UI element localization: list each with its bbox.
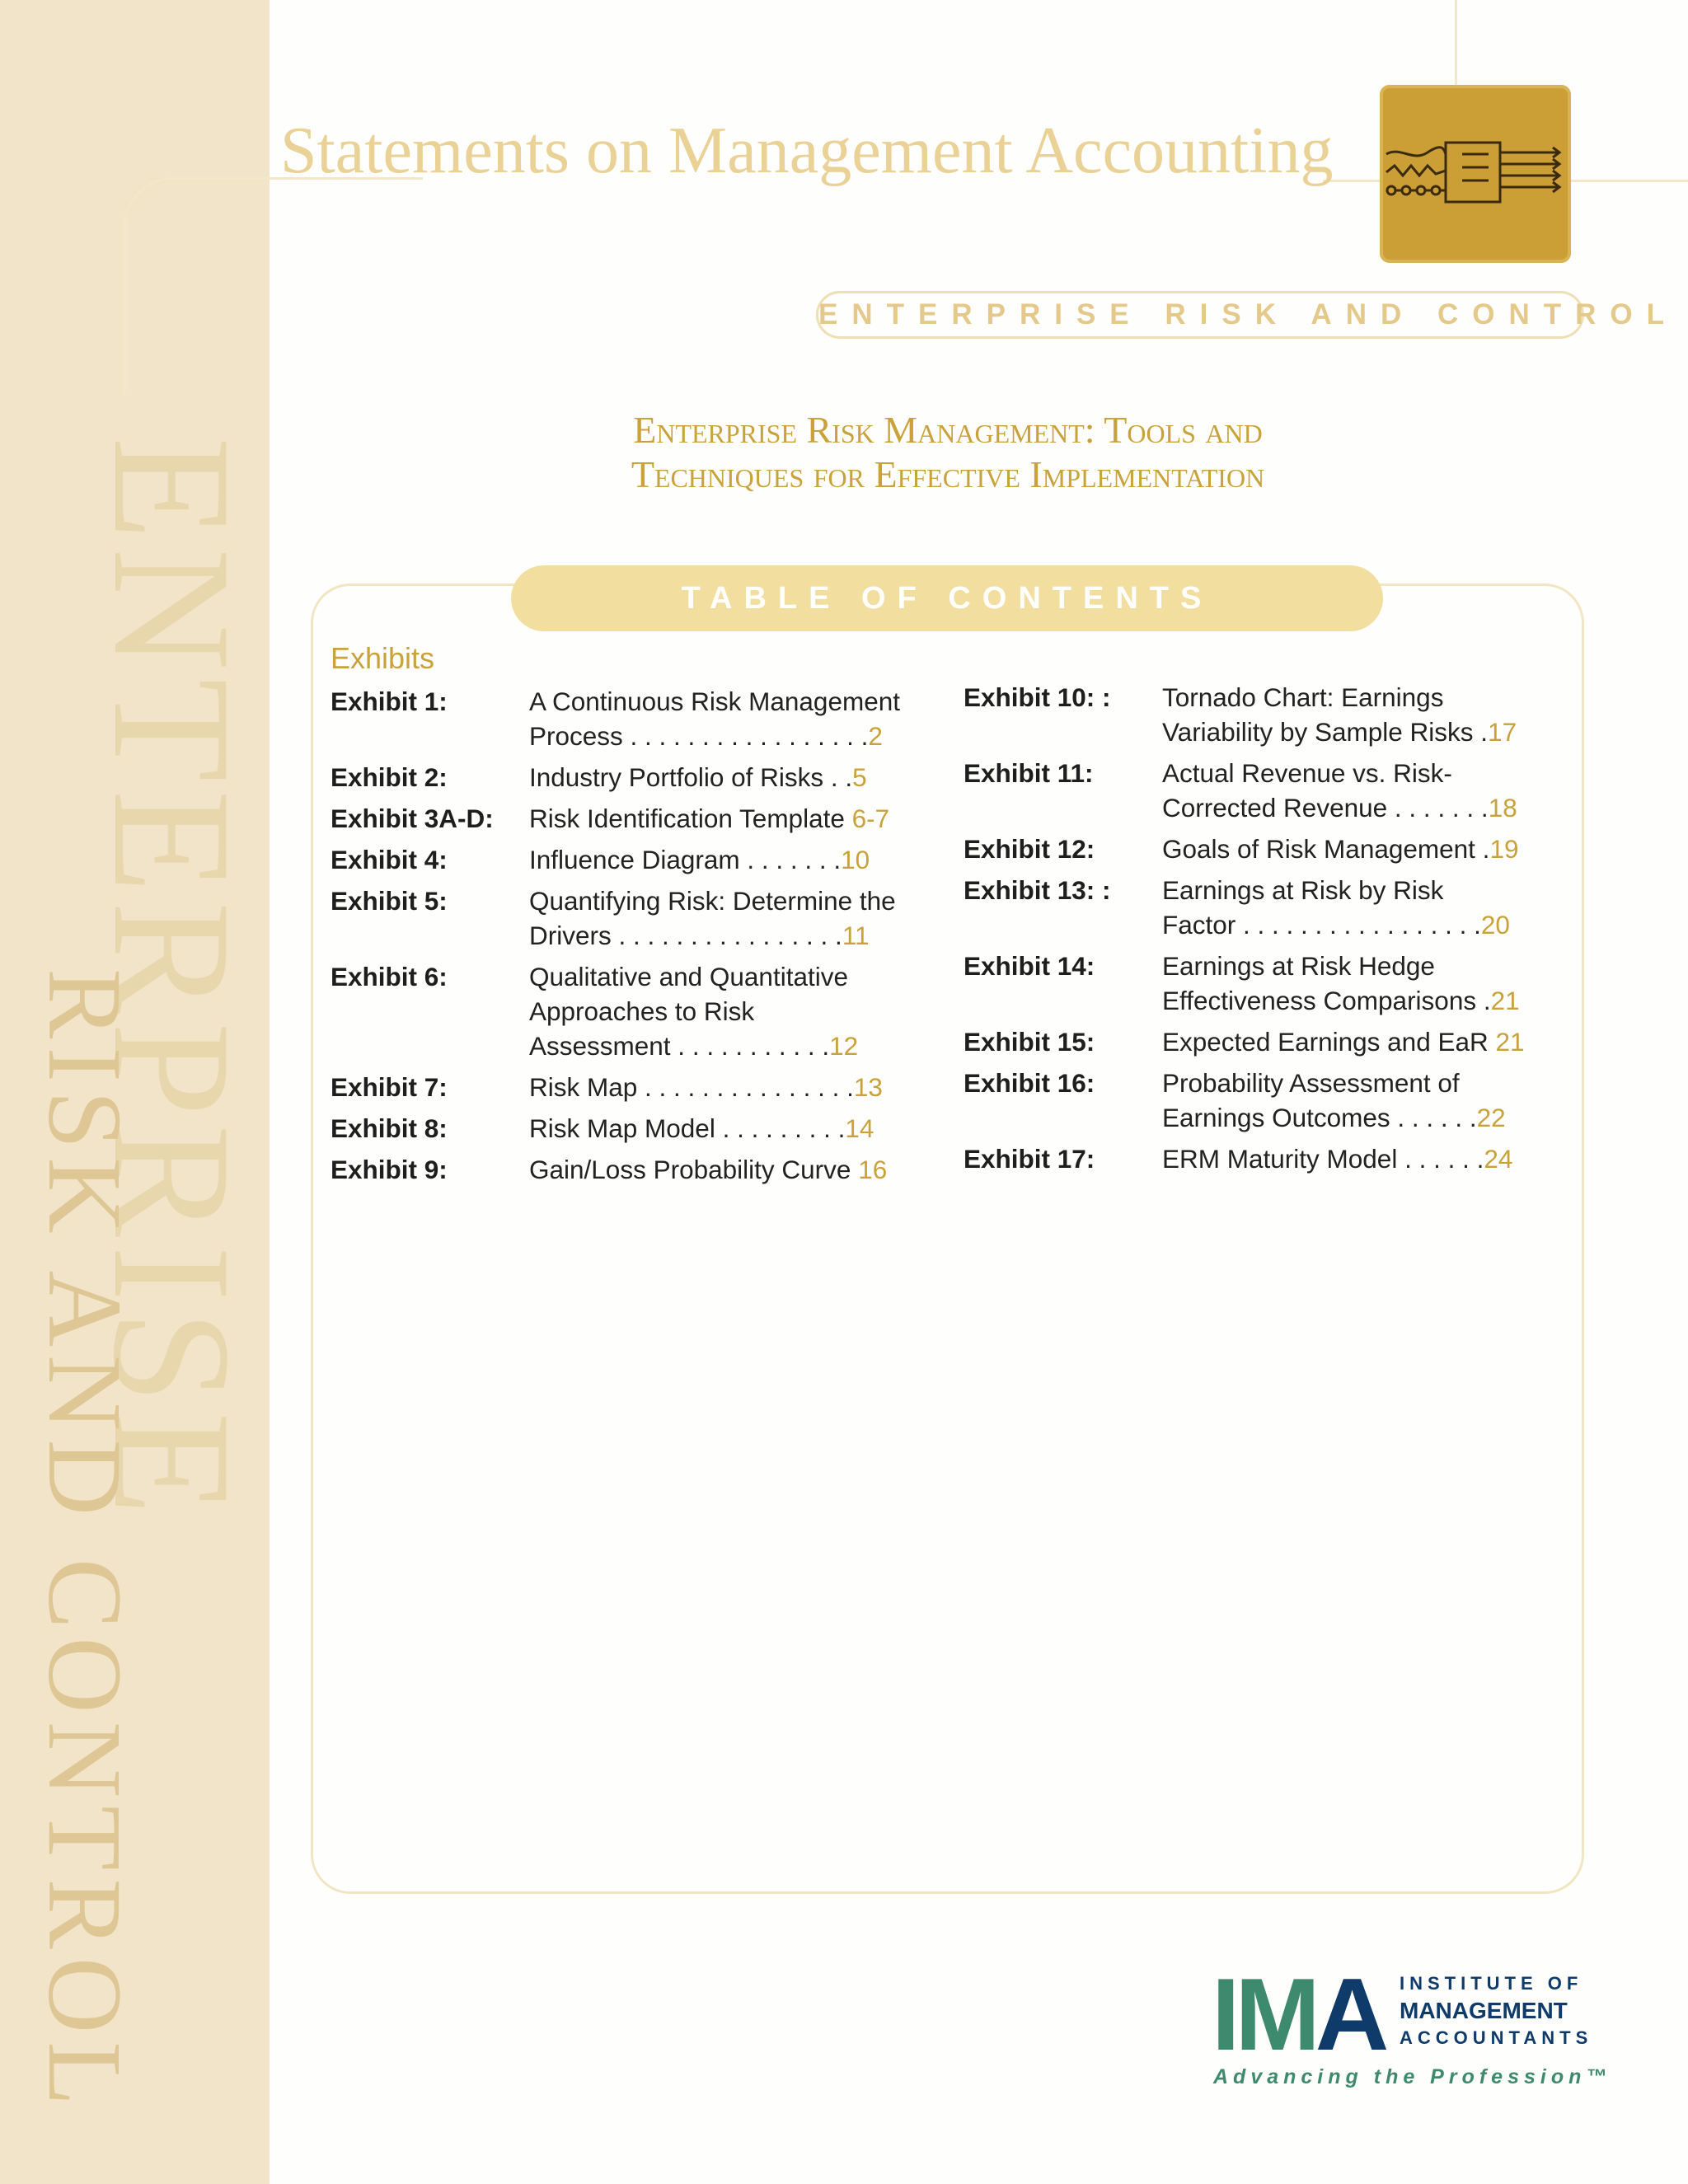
- toc-entry[interactable]: [331, 801, 932, 836]
- toc-entry-page: 17: [1488, 717, 1517, 747]
- toc-entry-title: [1162, 1141, 1554, 1176]
- document-title-line-1: Enterprise Risk Management: Tools and: [633, 409, 1263, 451]
- toc-entry-label: Exhibit 3A-D:: [331, 804, 494, 833]
- series-title: Statements on Management Accounting: [280, 115, 1334, 187]
- toc-entry-title-text: Industry Portfolio of Risks . .: [529, 762, 853, 792]
- toc-entry[interactable]: [964, 1066, 1565, 1135]
- toc-entry-page: 5: [852, 762, 867, 792]
- toc-entry[interactable]: [964, 832, 1565, 866]
- toc-entry-title: [529, 1152, 921, 1187]
- toc-column-left: [331, 684, 932, 1193]
- ima-logo-wordmark: [1400, 1971, 1592, 2050]
- toc-entry[interactable]: [331, 760, 932, 794]
- toc-entry[interactable]: [964, 1024, 1565, 1059]
- toc-entry-title-text: Probability Assessment of Earnings Outcomes . . . . . .: [1162, 1068, 1477, 1132]
- toc-entry-label: Exhibit 1:: [331, 687, 448, 716]
- toc-entry-title-text: Quantifying Risk: Determine the Drivers . . . . . . . . . . . . . . . .: [529, 886, 896, 950]
- toc-entry-title-text: Expected Earnings and EaR: [1162, 1027, 1496, 1057]
- toc-entry-label: Exhibit 15:: [964, 1027, 1095, 1057]
- toc-entry-page: 22: [1476, 1103, 1506, 1132]
- toc-entry[interactable]: [331, 684, 932, 753]
- toc-entry-label: Exhibit 17:: [964, 1144, 1095, 1174]
- toc-entry-page: 14: [845, 1113, 874, 1143]
- toc-entry-page: 2: [868, 721, 883, 751]
- toc-entry-page: 12: [829, 1031, 859, 1061]
- toc-entry-page: 6-7: [851, 804, 890, 833]
- toc-entry-label: Exhibit 9:: [331, 1155, 448, 1184]
- toc-entry-page: 10: [841, 845, 870, 874]
- toc-entry-title: [1162, 832, 1554, 866]
- toc-entry-page: 19: [1489, 834, 1519, 864]
- toc-entry[interactable]: [964, 680, 1565, 749]
- category-label: ENTERPRISE RISK AND CONTROL: [816, 291, 1584, 339]
- toc-entry[interactable]: [331, 1111, 932, 1146]
- ima-logo-letter-a: A: [1315, 1958, 1385, 2072]
- toc-entry-title-text: Tornado Chart: Earnings Variability by Sample Risks .: [1162, 682, 1489, 747]
- toc-entry-title: [529, 842, 921, 877]
- ima-logo-letter-i: I: [1212, 1958, 1236, 2072]
- toc-entry-title-text: Qualitative and Quantitative Approaches to Risk Assessment . . . . . . . . . . .: [529, 962, 848, 1061]
- toc-entry[interactable]: [331, 1152, 932, 1187]
- toc-entry-title: [529, 959, 921, 1063]
- decorative-arc: [124, 177, 423, 394]
- toc-entry-page: 18: [1488, 793, 1517, 823]
- toc-entry-title: [1162, 1024, 1554, 1059]
- toc-entry-page: 20: [1480, 910, 1510, 940]
- sidebar-watermark-enterprise: ENTERPRISE: [78, 437, 265, 1524]
- toc-entry[interactable]: [964, 949, 1565, 1018]
- toc-entry[interactable]: [331, 1070, 932, 1104]
- toc-entry[interactable]: [331, 842, 932, 877]
- toc-entry-page: 13: [853, 1072, 883, 1102]
- toc-entry-label: Exhibit 4:: [331, 845, 448, 874]
- toc-entry-title: [529, 684, 921, 753]
- toc-column-right: [964, 680, 1565, 1183]
- document-title-line-2: Techniques for Effective Implementation: [631, 453, 1265, 495]
- toc-entry-label: Exhibit 2:: [331, 762, 448, 792]
- toc-entry[interactable]: [331, 959, 932, 1063]
- toc-entry-title-text: Actual Revenue vs. Risk- Corrected Revenue . . . . . . .: [1162, 758, 1489, 823]
- toc-entry-title: [1162, 680, 1554, 749]
- toc-entry-title: [1162, 873, 1554, 942]
- toc-entry-title: [1162, 949, 1554, 1018]
- toc-entry-label: Exhibit 8:: [331, 1113, 448, 1143]
- toc-entry-title: [529, 801, 921, 836]
- ima-wordmark-line-1: INSTITUTE OF: [1400, 1973, 1583, 1994]
- toc-entry-title: [1162, 1066, 1554, 1135]
- ima-tagline: Advancing the Profession™: [1213, 2065, 1612, 2088]
- toc-entry-label: Exhibit 7:: [331, 1072, 448, 1102]
- circuit-chip-icon: [1380, 85, 1571, 263]
- sidebar-watermark-risk-and-control: RISK AND CONTROL: [26, 968, 143, 2115]
- toc-entry-label: Exhibit 11:: [964, 758, 1094, 788]
- ima-logo-letters: [1212, 1958, 1385, 2072]
- toc-entry-label: Exhibit 14:: [964, 951, 1095, 981]
- toc-entry-page: 24: [1484, 1144, 1513, 1174]
- ima-logo: [1212, 1958, 1612, 2093]
- toc-entry-title: [529, 883, 921, 953]
- ima-logo-letter-m: M: [1235, 1958, 1315, 2072]
- exhibits-heading: Exhibits: [331, 641, 435, 675]
- document-title: [495, 408, 1401, 497]
- ima-wordmark-line-3: ACCOUNTANTS: [1400, 2027, 1593, 2048]
- toc-entry-page: 21: [1490, 986, 1520, 1015]
- toc-entry-label: Exhibit 6:: [331, 962, 448, 991]
- toc-entry-title: [529, 1070, 921, 1104]
- toc-entry-label: Exhibit 12:: [964, 834, 1095, 864]
- ima-wordmark-line-2: MANAGEMENT: [1400, 1998, 1568, 2023]
- toc-entry-page: 11: [842, 921, 870, 950]
- toc-entry-title-text: Influence Diagram . . . . . . .: [529, 845, 842, 874]
- toc-entry-title-text: Earnings at Risk by Risk Factor . . . . . . . . . . . . . . . . .: [1162, 875, 1481, 940]
- toc-entry-title: [529, 760, 921, 794]
- toc-entry-page: 21: [1495, 1027, 1525, 1057]
- toc-entry-title-text: A Continuous Risk Management Process . . . . . . . . . . . . . . . . .: [529, 687, 900, 751]
- toc-entry-title-text: Risk Identification Template: [529, 804, 852, 833]
- toc-entry-title-text: Risk Map Model . . . . . . . . .: [529, 1113, 846, 1143]
- toc-entry-label: Exhibit 16:: [964, 1068, 1095, 1098]
- toc-entry[interactable]: [331, 883, 932, 953]
- toc-entry-label: Exhibit 10: :: [964, 682, 1111, 712]
- toc-entry[interactable]: [964, 873, 1565, 942]
- toc-entry-title-text: Gain/Loss Probability Curve: [529, 1155, 859, 1184]
- toc-entry-page: 16: [858, 1155, 888, 1184]
- toc-entry-title-text: ERM Maturity Model . . . . . .: [1162, 1144, 1484, 1174]
- toc-entry-title: [529, 1111, 921, 1146]
- toc-banner: TABLE OF CONTENTS: [511, 565, 1383, 631]
- toc-entry-label: Exhibit 13: :: [964, 875, 1111, 905]
- toc-entry[interactable]: [964, 1141, 1565, 1176]
- toc-entry-title: [1162, 756, 1554, 825]
- toc-entry-title-text: Goals of Risk Management .: [1162, 834, 1490, 864]
- toc-entry-title-text: Earnings at Risk Hedge Effectiveness Comparisons .: [1162, 951, 1491, 1015]
- toc-entry-label: Exhibit 5:: [331, 886, 448, 916]
- toc-entry-title-text: Risk Map . . . . . . . . . . . . . . .: [529, 1072, 854, 1102]
- toc-entry[interactable]: [964, 756, 1565, 825]
